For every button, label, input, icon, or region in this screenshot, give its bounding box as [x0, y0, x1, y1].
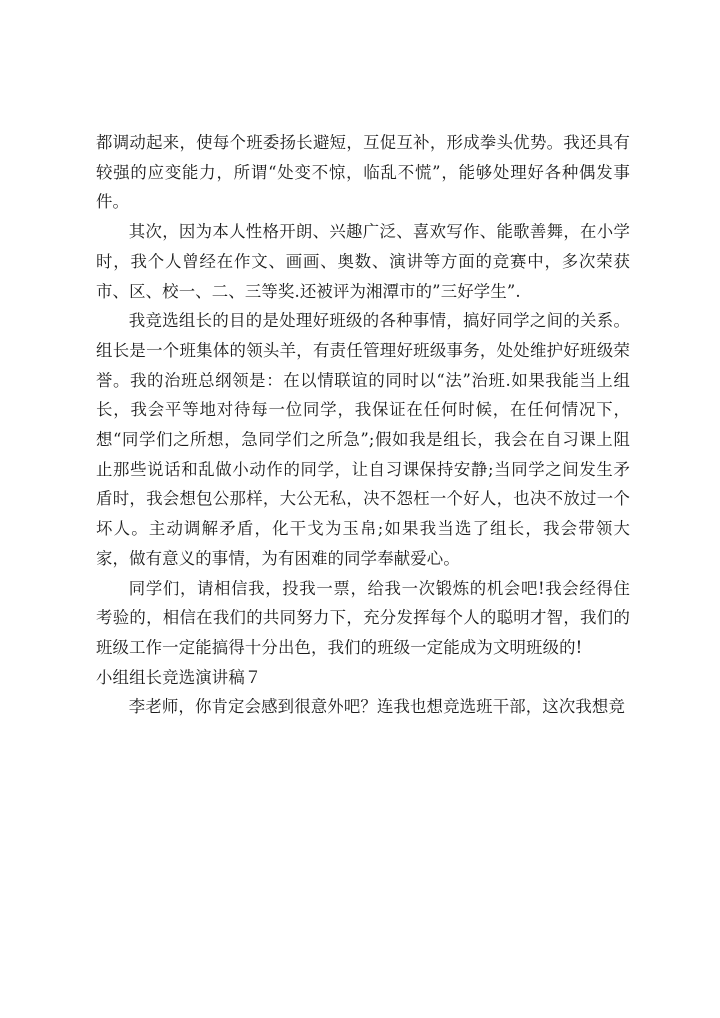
paragraph-2: 其次，因为本人性格开朗、兴趣广泛、喜欢写作、能歌善舞，在小学时，我个人曾经在作文、画画、奥数、演讲等方面的竞赛中，多次荣获市、区、校一、二、三等奖.还被评为湘潭市的”三好学生”. [96, 222, 630, 301]
section-title: 小组组长竞选演讲稿７ [96, 667, 262, 687]
paragraph-3: 我竞选组长的目的是处理好班级的各种事情，搞好同学之间的关系。组长是一个班集体的领头羊，有责任管理好班级事务，处处维护好班级荣誉。我的治班总纲领是：在以情联谊的同时以“法”治班.如果我能当上组长，我会平等地对待每一位同学，我保证在任何时候，在任何情况下，想“同学们之所想，急同学们之所急”;假如我是组长，我会在自习课上阻止那些说话和乱做小动作的同学，让自习课保持安静;当同学之间发生矛盾时，我会想包公那样，大公无私，决不怨枉一个好人，也决不放过一个坏人。主动调解矛盾，化干戈为玉帛;如果我当选了组长，我会带领大家，做有意义的事情，为有困难的同学奉献爱心。 [96, 311, 630, 568]
paragraph-1: 都调动起来，使每个班委扬长避短，互促互补，形成拳头优势。我还具有较强的应变能力，所谓“处变不惊，临乱不慌”，能够处理好各种偶发事件。 [96, 133, 630, 212]
paragraph-5: 李老师，你肯定会感到很意外吧？连我也想竞选班干部，这次我想竞 [128, 697, 626, 717]
document-body [96, 128, 630, 722]
paragraph-4: 同学们，请相信我，投我一票，给我一次锻炼的机会吧!我会经得住考验的，相信在我们的共同努力下，充分发挥每个人的聪明才智，我们的班级工作一定能搞得十分出色，我们的班级一定能成为文明班级的! [96, 578, 630, 657]
